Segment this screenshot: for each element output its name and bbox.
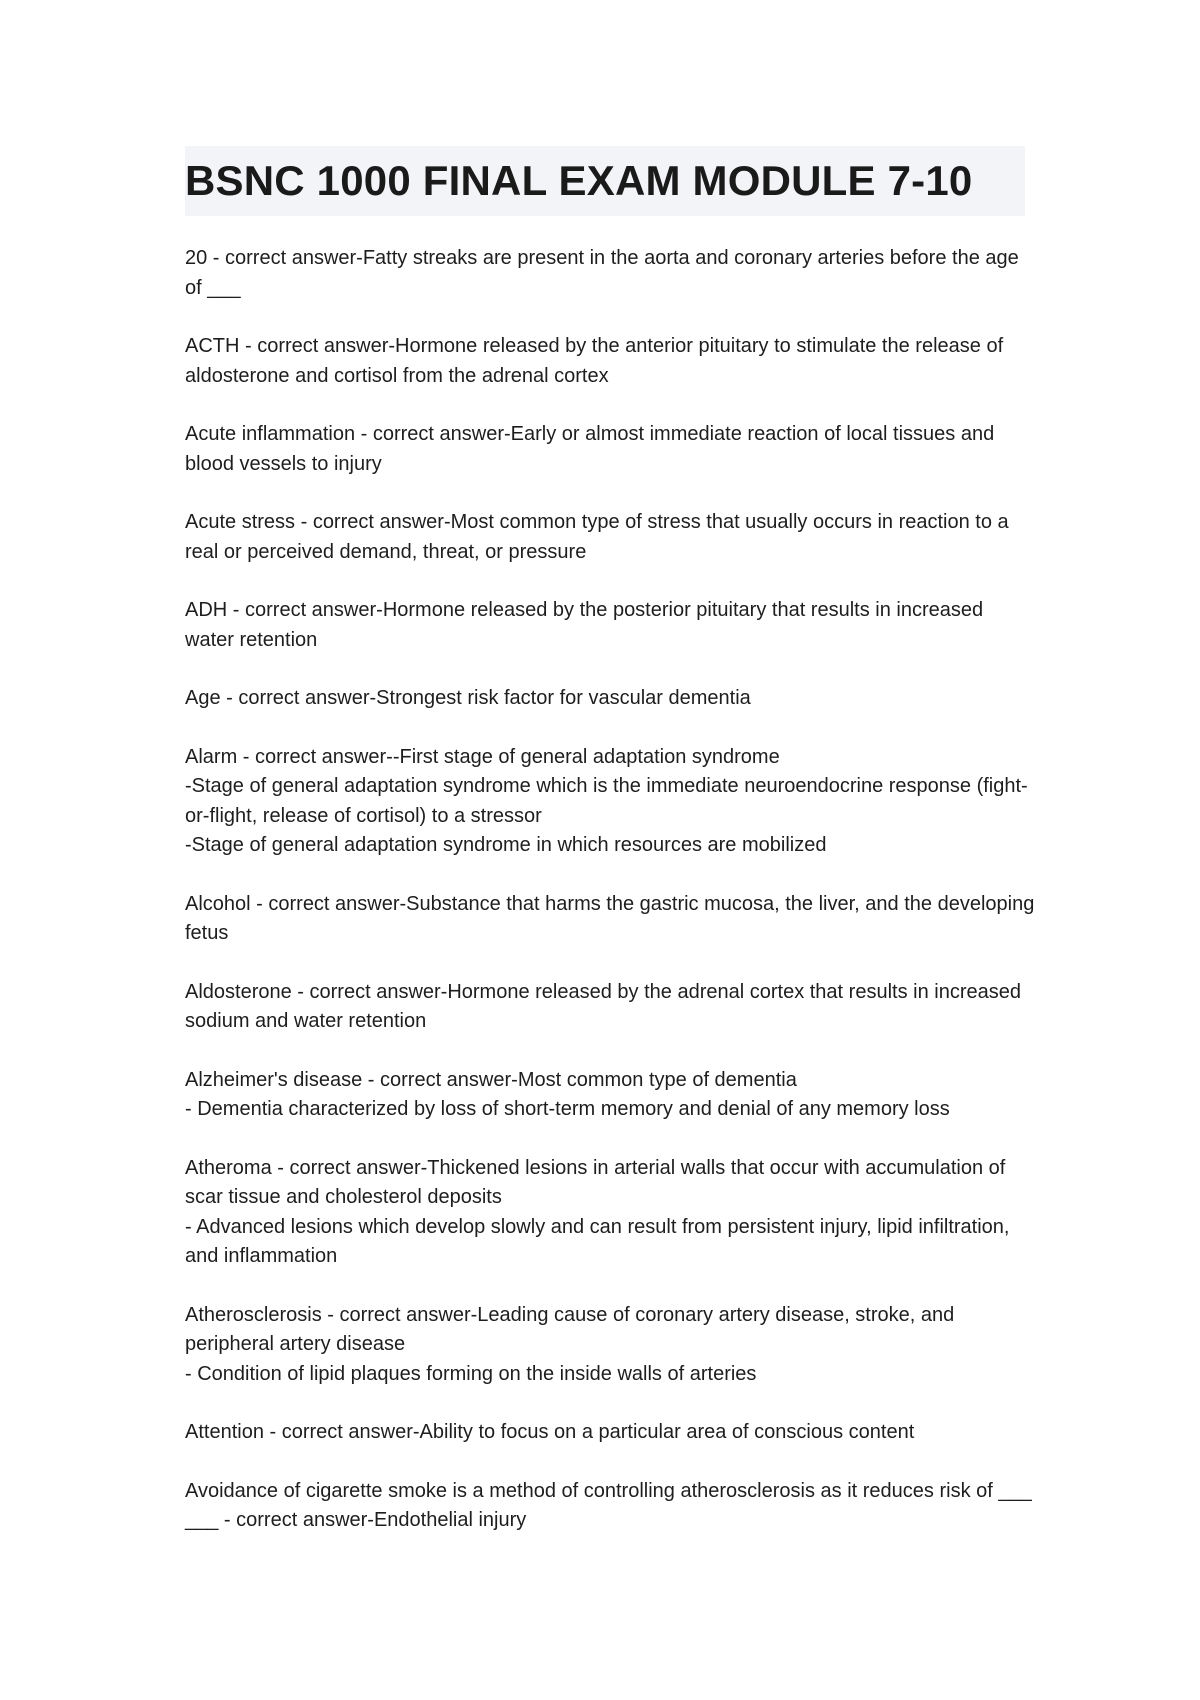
entry-alarm <box>185 743 1035 861</box>
entry-line: - Condition of lipid plaques forming on the inside walls of arteries <box>185 1362 757 1385</box>
entry-acute-inflammation <box>185 420 1035 479</box>
entry-line: Age - correct answer-Strongest risk factor for vascular dementia <box>185 687 751 709</box>
entry-line: Atheroma - correct answer-Thickened lesions in arterial walls that occur with accumulation of scar tissue and cholesterol deposits <box>185 1156 1006 1208</box>
entry-line: - Advanced lesions which develop slowly and can result from persistent injury, lipid infiltration, and inflammation <box>185 1215 1010 1267</box>
entry-alzheimers <box>185 1066 1035 1125</box>
entries-list <box>185 244 1035 1565</box>
entry-line: Aldosterone - correct answer-Hormone released by the adrenal cortex that results in increased sodium and water retention <box>185 980 1021 1032</box>
entry-line: -Stage of general adaptation syndrome which is the immediate neuroendocrine response (fight-or-flight, release of cortisol) to a stressor <box>185 775 1028 827</box>
entry-avoidance <box>185 1477 1035 1536</box>
entry-aldosterone <box>185 978 1035 1037</box>
entry-line: -Stage of general adaptation syndrome in which resources are mobilized <box>185 834 827 856</box>
entry-line: Acute inflammation - correct answer-Early or almost immediate reaction of local tissues and blood vessels to injury <box>185 423 995 475</box>
entry-20 <box>185 244 1035 303</box>
entry-acute-stress <box>185 508 1035 567</box>
entry-line: Atherosclerosis - correct answer-Leading cause of coronary artery disease, stroke, and peripheral artery disease <box>185 1303 955 1355</box>
entry-line: Attention - correct answer-Ability to focus on a particular area of conscious content <box>185 1421 915 1443</box>
entry-atheroma <box>185 1154 1035 1272</box>
entry-adh <box>185 596 1035 655</box>
entry-line: Alarm - correct answer--First stage of general adaptation syndrome <box>185 745 780 768</box>
entry-line: Alzheimer's disease - correct answer-Most common type of dementia <box>185 1068 797 1091</box>
entry-line: Avoidance of cigarette smoke is a method of controlling atherosclerosis as it reduces risk of ___ ___ - correct answer-Endothelial injury <box>185 1479 1032 1531</box>
page-title: BSNC 1000 FINAL EXAM MODULE 7-10 <box>185 157 973 204</box>
entry-alcohol <box>185 890 1035 949</box>
entry-line: ADH - correct answer-Hormone released by the posterior pituitary that results in increased water retention <box>185 599 984 651</box>
entry-line: Acute stress - correct answer-Most common type of stress that usually occurs in reaction to a real or perceived demand, threat, or pressure <box>185 511 1009 563</box>
entry-line: ACTH - correct answer-Hormone released by the anterior pituitary to stimulate the release of aldosterone and cortisol from the adrenal cortex <box>185 335 1004 387</box>
entry-acth <box>185 332 1035 391</box>
entry-atherosclerosis <box>185 1301 1035 1390</box>
entry-age <box>185 684 1035 714</box>
entry-attention <box>185 1418 1035 1448</box>
title-banner <box>185 146 1025 216</box>
entry-line: 20 - correct answer-Fatty streaks are present in the aorta and coronary arteries before the age of ___ <box>185 247 1019 299</box>
entry-line: - Dementia characterized by loss of short-term memory and denial of any memory loss <box>185 1098 950 1120</box>
entry-line: Alcohol - correct answer-Substance that harms the gastric mucosa, the liver, and the developing fetus <box>185 892 1035 944</box>
